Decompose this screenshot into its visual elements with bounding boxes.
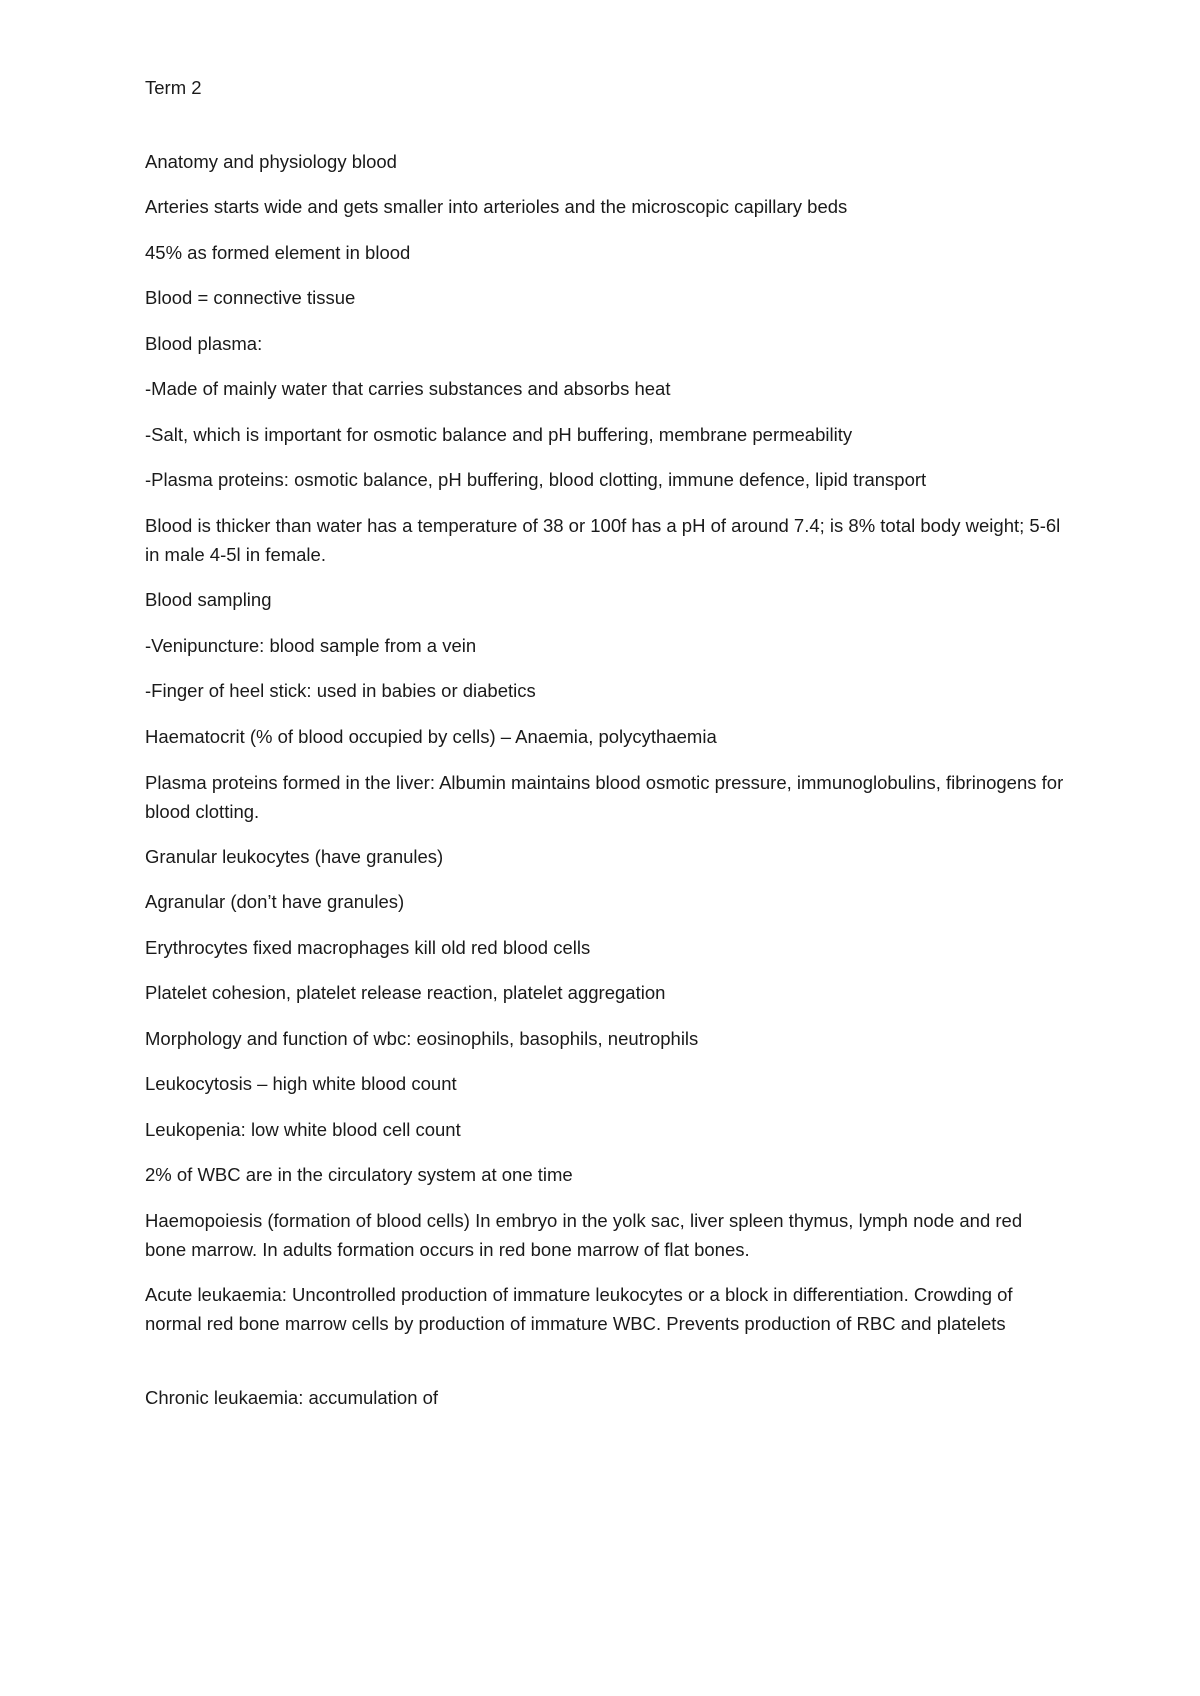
paragraph: -Salt, which is important for osmotic balance and pH buffering, membrane permeability <box>145 424 853 445</box>
paragraph: Blood is thicker than water has a temperature of 38 or 100f has a pH of around 7.4; is 8% total body weight; 5-6l in male 4-5l in female. <box>145 515 1061 565</box>
paragraph: -Plasma proteins: osmotic balance, pH buffering, blood clotting, immune defence, lipid transport <box>145 469 927 490</box>
paragraph: Morphology and function of wbc: eosinophils, basophils, neutrophils <box>145 1028 699 1049</box>
paragraph: 2% of WBC are in the circulatory system at one time <box>145 1164 573 1185</box>
paragraph: Leukopenia: low white blood cell count <box>145 1119 461 1140</box>
paragraph: Leukocytosis – high white blood count <box>145 1073 457 1094</box>
document-subheading: Anatomy and physiology blood <box>145 151 397 172</box>
paragraph: Agranular (don’t have granules) <box>145 891 405 912</box>
paragraph: 45% as formed element in blood <box>145 242 411 263</box>
paragraph: Blood = connective tissue <box>145 287 356 308</box>
paragraph: Platelet cohesion, platelet release reaction, platelet aggregation <box>145 982 666 1003</box>
paragraph: Haemopoiesis (formation of blood cells) In embryo in the yolk sac, liver spleen thymus, lymph node and red bone marrow. In adults formation occurs in red bone marrow of flat bones. <box>145 1210 1023 1260</box>
paragraph: -Venipuncture: blood sample from a vein <box>145 635 477 656</box>
document-heading: Term 2 <box>145 77 202 98</box>
paragraph: -Finger of heel stick: used in babies or diabetics <box>145 680 536 701</box>
paragraph: Blood sampling <box>145 589 272 610</box>
paragraph: Granular leukocytes (have granules) <box>145 846 444 867</box>
paragraph: Plasma proteins formed in the liver: Albumin maintains blood osmotic pressure, immunoglobulins, fibrinogens for blood clotting. <box>145 772 1064 822</box>
paragraph: Blood plasma: <box>145 333 263 354</box>
paragraph: -Made of mainly water that carries substances and absorbs heat <box>145 378 671 399</box>
paragraph: Erythrocytes fixed macrophages kill old red blood cells <box>145 937 591 958</box>
paragraph: Haematocrit (% of blood occupied by cells) – Anaemia, polycythaemia <box>145 726 717 747</box>
paragraph: Arteries starts wide and gets smaller into arterioles and the microscopic capillary beds <box>145 196 848 217</box>
paragraph: Chronic leukaemia: accumulation of <box>145 1387 439 1408</box>
paragraph: Acute leukaemia: Uncontrolled production of immature leukocytes or a block in differentiation. Crowding of normal red bone marrow cells by production of immature WBC. Prevents production of RBC and platelets <box>145 1284 1013 1334</box>
